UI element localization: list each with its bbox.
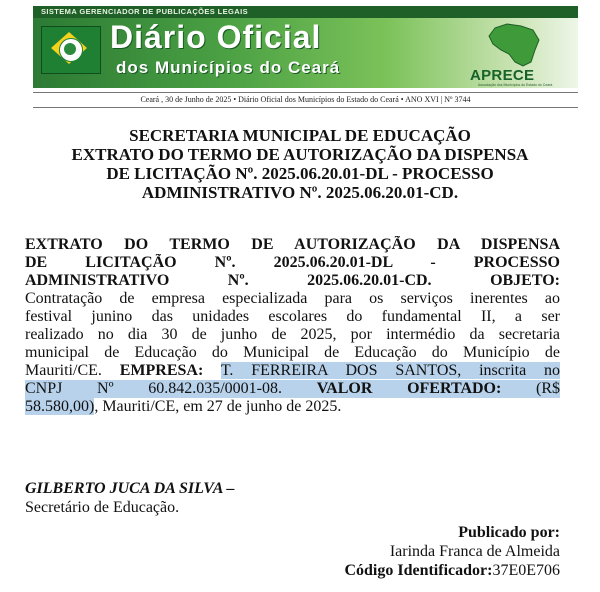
body-text: , Mauriti/CE, em 27 de junho de 2025. <box>94 398 342 415</box>
signatory-role: Secretário de Educação. <box>25 499 180 516</box>
publication-info <box>300 523 560 580</box>
header-top-strip <box>33 6 578 18</box>
ceara-map-icon <box>485 22 543 68</box>
published-by-label: Publicado por: <box>458 524 560 541</box>
body-line: EXTRATO DO TERMO DE AUTORIZAÇÃO DA DISPENSA <box>25 236 560 253</box>
heading-line: SECRETARIA MUNICIPAL DE EDUCAÇÃO <box>129 126 471 145</box>
identifier-code: 37E0E706 <box>492 562 560 579</box>
gazette-subtitle: dos Municípios do Ceará <box>116 58 341 77</box>
document-body <box>25 236 560 416</box>
cnpj-highlighted: CNPJ Nº 60.842.035/0001-08. <box>25 380 282 397</box>
identifier-label: Código Identificador: <box>344 562 493 579</box>
body-line: Contratação de empresa especializada para os serviços inerentes ao <box>25 290 560 307</box>
heading-line: EXTRATO DO TERMO DE AUTORIZAÇÃO DA DISPENSA <box>71 145 529 164</box>
document-heading <box>20 126 580 202</box>
body-line <box>25 362 560 380</box>
object-label: OBJETO: <box>490 272 560 289</box>
system-name: SISTEMA GERENCIADOR DE PUBLICAÇÕES LEGAIS <box>41 7 248 16</box>
aprece-logo: APRECE <box>470 67 535 84</box>
body-line: realizado no dia 30 de junho de 2025, por intermédio da secretaria <box>25 326 560 343</box>
identifier-line <box>300 561 560 580</box>
signatory-name: GILBERTO JUCA DA SILVA – <box>25 480 235 497</box>
heading-line: ADMINISTRATIVO Nº. 2025.06.20.01-CD. <box>141 183 459 202</box>
body-line: municipal de Educação do Municipal de Educação do Município de <box>25 344 560 361</box>
body-line: festival junino das unidades escolares do fundamental II, a ser <box>25 308 560 325</box>
body-line: DE LICITAÇÃO Nº. 2025.06.20.01-DL - PROCESSO <box>25 254 560 271</box>
value-amount-highlighted: 58.580,00) <box>25 398 95 415</box>
value-highlighted: (R$ <box>536 380 560 397</box>
body-line <box>25 272 560 290</box>
company-label: EMPRESA: <box>119 362 204 379</box>
company-name-highlighted: T. FERREIRA DOS SANTOS, inscrita no <box>220 362 560 379</box>
body-line <box>25 380 560 398</box>
aprece-caption: Associação dos Municípios do Estado do Ceará <box>478 83 553 87</box>
signature-block <box>25 479 235 517</box>
issue-dateline: Ceará , 30 de Junho de 2025 • Diário Oficial dos Municípios do Estado do Ceará • ANO XVI | Nº 3744 <box>33 92 578 108</box>
body-text: ADMINISTRATIVO Nº. 2025.06.20.01-CD. <box>25 272 432 289</box>
ceara-flag-icon <box>41 26 101 74</box>
publisher-name: Iarinda Franca de Almeida <box>389 543 560 560</box>
gazette-title: Diário Oficial <box>110 19 322 55</box>
value-label: VALOR OFERTADO: <box>316 380 502 397</box>
header-banner <box>33 6 578 88</box>
heading-line: DE LICITAÇÃO Nº. 2025.06.20.01-DL - PROCESSO <box>106 164 494 183</box>
body-text: Mauriti/CE. <box>25 362 102 379</box>
body-line <box>25 398 560 416</box>
